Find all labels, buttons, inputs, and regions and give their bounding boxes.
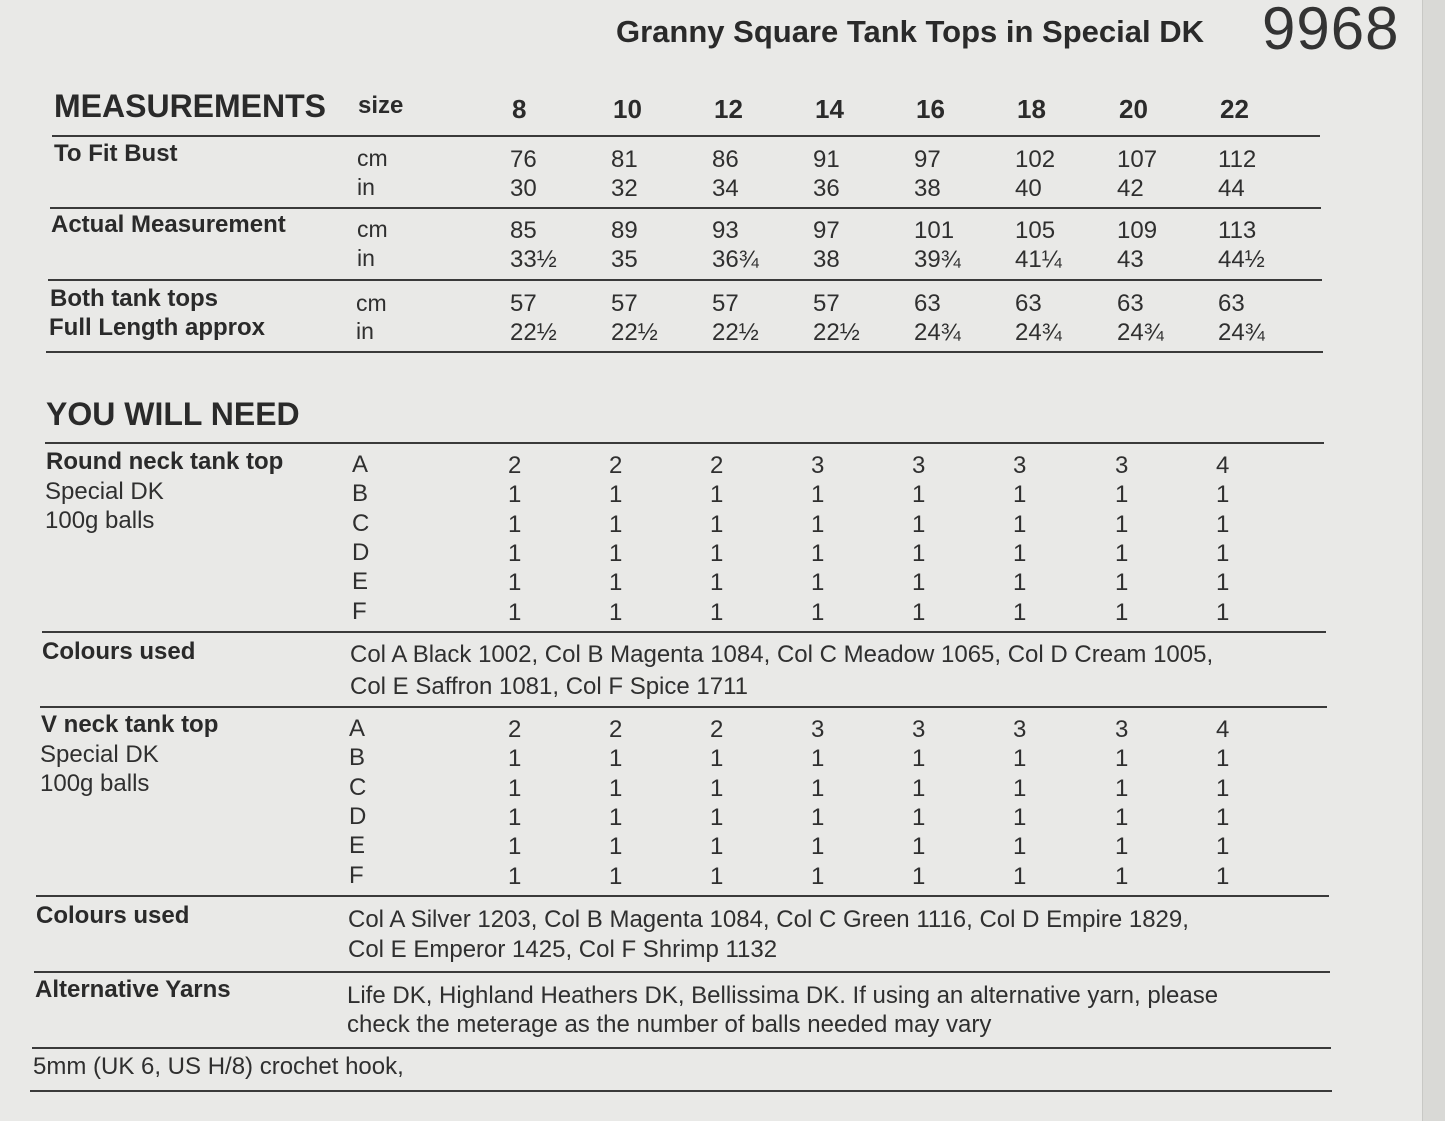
v-neck-ball-count: 1	[811, 804, 825, 831]
v-neck-ball-count: 1	[1013, 745, 1027, 772]
alternative-yarns-line1: Life DK, Highland Heathers DK, Bellissima DK. If using an alternative yarn, please	[347, 982, 1219, 1009]
round-neck-ball-count: 1	[1115, 569, 1129, 596]
round-neck-ball-count: 1	[1115, 511, 1129, 538]
divider	[46, 351, 1323, 353]
v-neck-ball-count: 1	[912, 804, 926, 831]
round-neck-ball-count: 1	[710, 481, 724, 508]
length-in-value: 22½	[712, 319, 759, 346]
v-neck-colour-letter: A	[349, 715, 366, 742]
v-neck-ball-count: 1	[1216, 745, 1230, 772]
v-neck-colour-letter: F	[349, 862, 364, 889]
length-in-value: 22½	[611, 319, 658, 346]
round-neck-ball-count: 1	[508, 511, 522, 538]
round-neck-ball-count: 1	[1013, 481, 1027, 508]
v-neck-ball-weight: 100g balls	[40, 770, 150, 797]
divider	[32, 1047, 1331, 1049]
actual-cm-value: 97	[813, 217, 840, 244]
v-neck-ball-count: 3	[1013, 716, 1027, 743]
round-neck-ball-count: 1	[609, 540, 623, 567]
round-neck-ball-count: 1	[1013, 599, 1027, 626]
round-neck-ball-count: 1	[710, 599, 724, 626]
round-neck-ball-count: 1	[508, 540, 522, 567]
size-16: 16	[916, 94, 945, 124]
v-neck-ball-count: 1	[1216, 775, 1230, 802]
v-neck-ball-count: 4	[1216, 716, 1230, 743]
bust-in-value: 40	[1015, 175, 1042, 202]
v-neck-ball-count: 1	[609, 863, 623, 890]
page-title: Granny Square Tank Tops in Special DK	[616, 14, 1204, 49]
actual-cm-value: 89	[611, 217, 638, 244]
v-neck-ball-count: 3	[1115, 716, 1129, 743]
actual-cm-value: 109	[1117, 217, 1158, 244]
divider	[34, 971, 1330, 973]
size-12: 12	[714, 94, 743, 124]
round-neck-ball-count: 1	[811, 511, 825, 538]
crochet-hook: 5mm (UK 6, US H/8) crochet hook,	[33, 1053, 404, 1080]
divider	[36, 895, 1329, 897]
round-neck-colour-letter: D	[352, 539, 370, 566]
v-neck-colours-label: Colours used	[36, 902, 190, 929]
v-neck-ball-count: 1	[1013, 775, 1027, 802]
round-neck-yarn: Special DK	[45, 478, 164, 505]
divider	[50, 207, 1321, 209]
bust-in-value: 36	[813, 175, 840, 202]
page-edge	[1422, 0, 1445, 1121]
length-cm-value: 63	[1218, 290, 1245, 317]
round-neck-ball-count: 1	[1216, 481, 1230, 508]
bust-in-value: 34	[712, 175, 739, 202]
round-neck-ball-count: 1	[1216, 540, 1230, 567]
alternative-yarns-label: Alternative Yarns	[35, 976, 231, 1003]
round-neck-ball-count: 2	[609, 452, 623, 479]
round-neck-ball-count: 1	[1115, 481, 1129, 508]
v-neck-ball-count: 1	[1115, 804, 1129, 831]
actual-cm-value: 105	[1015, 217, 1056, 244]
round-neck-ball-count: 1	[710, 540, 724, 567]
round-neck-ball-count: 3	[811, 452, 825, 479]
bust-cm-value: 102	[1015, 146, 1056, 173]
bust-in-value: 32	[611, 175, 638, 202]
unit-cm: cm	[357, 216, 388, 242]
round-neck-ball-count: 1	[1216, 599, 1230, 626]
length-in-value: 24¾	[1015, 319, 1062, 346]
divider	[30, 1090, 1332, 1092]
bust-in-value: 38	[914, 175, 941, 202]
v-neck-ball-count: 1	[1115, 833, 1129, 860]
bust-cm-value: 97	[914, 146, 941, 173]
v-neck-ball-count: 1	[1115, 745, 1129, 772]
size-20: 20	[1119, 94, 1148, 124]
round-neck-ball-count: 1	[1115, 599, 1129, 626]
v-neck-ball-count: 2	[508, 716, 522, 743]
divider	[52, 135, 1320, 137]
length-in-value: 22½	[813, 319, 860, 346]
bust-cm-value: 107	[1117, 146, 1158, 173]
v-neck-colour-letter: E	[349, 832, 366, 859]
round-neck-ball-count: 1	[710, 511, 724, 538]
v-neck-colour-letter: C	[349, 774, 367, 801]
size-14: 14	[815, 94, 844, 124]
actual-measurement-label: Actual Measurement	[51, 211, 286, 238]
v-neck-ball-count: 1	[1013, 863, 1027, 890]
round-neck-ball-count: 1	[912, 481, 926, 508]
v-neck-ball-count: 1	[508, 833, 522, 860]
round-neck-ball-count: 1	[1216, 569, 1230, 596]
actual-in-value: 38	[813, 246, 840, 273]
bust-cm-value: 91	[813, 146, 840, 173]
divider	[42, 631, 1326, 633]
v-neck-ball-count: 1	[1115, 775, 1129, 802]
round-neck-ball-count: 1	[1216, 511, 1230, 538]
v-neck-ball-count: 1	[811, 863, 825, 890]
v-neck-ball-count: 1	[811, 833, 825, 860]
actual-in-value: 35	[611, 246, 638, 273]
v-neck-ball-count: 1	[1216, 833, 1230, 860]
size-10: 10	[613, 94, 642, 124]
v-neck-colours-line2: Col E Emperor 1425, Col F Shrimp 1132	[348, 936, 778, 963]
actual-cm-value: 85	[510, 217, 537, 244]
round-neck-ball-count: 1	[1013, 540, 1027, 567]
round-neck-label: Round neck tank top	[46, 448, 284, 475]
round-neck-ball-count: 1	[811, 481, 825, 508]
round-neck-ball-count: 1	[811, 569, 825, 596]
v-neck-ball-count: 1	[710, 775, 724, 802]
round-neck-ball-count: 1	[1115, 540, 1129, 567]
bust-cm-value: 112	[1218, 146, 1257, 173]
length-in-value: 24¾	[1117, 319, 1164, 346]
actual-in-value: 43	[1117, 246, 1144, 273]
round-neck-ball-count: 1	[609, 511, 623, 538]
alternative-yarns-line2: check the meterage as the number of balls needed may vary	[347, 1011, 992, 1038]
round-neck-ball-count: 3	[912, 452, 926, 479]
size-label: size	[358, 92, 404, 119]
actual-in-value: 44½	[1218, 246, 1265, 273]
unit-cm: cm	[356, 290, 387, 316]
v-neck-colour-letter: B	[349, 744, 366, 771]
actual-cm-value: 93	[712, 217, 739, 244]
v-neck-ball-count: 1	[1013, 804, 1027, 831]
round-neck-ball-weight: 100g balls	[45, 507, 155, 534]
v-neck-ball-count: 1	[609, 804, 623, 831]
v-neck-ball-count: 1	[710, 745, 724, 772]
length-in-value: 24¾	[1218, 319, 1265, 346]
actual-in-value: 39¾	[914, 246, 961, 273]
round-neck-ball-count: 1	[508, 569, 522, 596]
round-neck-ball-count: 1	[912, 511, 926, 538]
v-neck-ball-count: 1	[609, 833, 623, 860]
you-will-need-heading: YOU WILL NEED	[46, 396, 300, 432]
round-neck-ball-count: 1	[508, 481, 522, 508]
length-cm-value: 57	[611, 290, 638, 317]
length-cm-value: 63	[1015, 290, 1042, 317]
v-neck-colours-line1: Col A Silver 1203, Col B Magenta 1084, Col C Green 1116, Col D Empire 1829,	[348, 906, 1189, 933]
unit-in: in	[357, 174, 375, 200]
unit-in: in	[356, 318, 374, 344]
v-neck-ball-count: 1	[609, 745, 623, 772]
v-neck-ball-count: 1	[508, 775, 522, 802]
divider	[40, 706, 1327, 708]
round-neck-ball-count: 1	[609, 599, 623, 626]
v-neck-ball-count: 2	[609, 716, 623, 743]
round-neck-ball-count: 1	[710, 569, 724, 596]
size-8: 8	[512, 94, 527, 124]
round-neck-ball-count: 2	[710, 452, 724, 479]
v-neck-colour-letter: D	[349, 803, 367, 830]
round-neck-ball-count: 1	[609, 481, 623, 508]
bust-in-value: 42	[1117, 175, 1144, 202]
v-neck-ball-count: 1	[1216, 804, 1230, 831]
round-neck-ball-count: 1	[508, 599, 522, 626]
round-neck-ball-count: 1	[1013, 569, 1027, 596]
v-neck-ball-count: 1	[1013, 833, 1027, 860]
v-neck-ball-count: 1	[710, 804, 724, 831]
actual-cm-value: 113	[1218, 217, 1257, 244]
v-neck-ball-count: 1	[1216, 863, 1230, 890]
round-neck-ball-count: 1	[811, 599, 825, 626]
round-neck-colours-label: Colours used	[42, 638, 196, 665]
v-neck-ball-count: 2	[710, 716, 724, 743]
length-cm-value: 63	[1117, 290, 1144, 317]
length-cm-value: 57	[712, 290, 739, 317]
to-fit-bust-label: To Fit Bust	[54, 140, 178, 167]
round-neck-ball-count: 1	[912, 599, 926, 626]
actual-in-value: 36¾	[712, 246, 759, 273]
v-neck-ball-count: 1	[811, 745, 825, 772]
length-cm-value: 57	[510, 290, 537, 317]
length-label-line2: Full Length approx	[49, 314, 265, 341]
round-neck-ball-count: 4	[1216, 452, 1230, 479]
actual-cm-value: 101	[914, 217, 955, 244]
v-neck-ball-count: 1	[912, 745, 926, 772]
bust-in-value: 30	[510, 175, 537, 202]
length-in-value: 24¾	[914, 319, 961, 346]
v-neck-ball-count: 1	[811, 775, 825, 802]
v-neck-ball-count: 1	[508, 745, 522, 772]
size-18: 18	[1017, 94, 1046, 124]
unit-in: in	[357, 245, 375, 271]
round-neck-colours-line1: Col A Black 1002, Col B Magenta 1084, Col C Meadow 1065, Col D Cream 1005,	[350, 641, 1214, 668]
length-label-line1: Both tank tops	[50, 285, 218, 312]
round-neck-ball-count: 3	[1013, 452, 1027, 479]
measurements-heading: MEASUREMENTS	[54, 88, 327, 124]
round-neck-ball-count: 3	[1115, 452, 1129, 479]
v-neck-ball-count: 1	[508, 863, 522, 890]
round-neck-ball-count: 1	[912, 569, 926, 596]
actual-in-value: 41¼	[1015, 246, 1062, 273]
size-22: 22	[1220, 94, 1249, 124]
round-neck-ball-count: 1	[912, 540, 926, 567]
round-neck-colour-letter: A	[352, 451, 369, 478]
v-neck-ball-count: 1	[912, 863, 926, 890]
length-cm-value: 57	[813, 290, 840, 317]
unit-cm: cm	[357, 145, 388, 171]
bust-cm-value: 86	[712, 146, 739, 173]
round-neck-ball-count: 1	[811, 540, 825, 567]
round-neck-colours-line2: Col E Saffron 1081, Col F Spice 1711	[350, 673, 749, 700]
v-neck-ball-count: 1	[912, 833, 926, 860]
round-neck-colour-letter: E	[352, 568, 369, 595]
v-neck-ball-count: 1	[609, 775, 623, 802]
v-neck-ball-count: 3	[811, 716, 825, 743]
divider	[48, 279, 1322, 281]
divider	[45, 442, 1324, 444]
pattern-number: 9968	[1262, 0, 1400, 62]
round-neck-colour-letter: B	[352, 480, 369, 507]
v-neck-yarn: Special DK	[40, 741, 159, 768]
v-neck-ball-count: 1	[508, 804, 522, 831]
v-neck-label: V neck tank top	[41, 711, 219, 738]
v-neck-ball-count: 3	[912, 716, 926, 743]
v-neck-ball-count: 1	[710, 833, 724, 860]
length-in-value: 22½	[510, 319, 557, 346]
round-neck-ball-count: 1	[1013, 511, 1027, 538]
v-neck-ball-count: 1	[912, 775, 926, 802]
actual-in-value: 33½	[510, 246, 557, 273]
bust-in-value: 44	[1218, 175, 1245, 202]
v-neck-ball-count: 1	[1115, 863, 1129, 890]
length-cm-value: 63	[914, 290, 941, 317]
bust-cm-value: 76	[510, 146, 537, 173]
v-neck-ball-count: 1	[710, 863, 724, 890]
round-neck-ball-count: 2	[508, 452, 522, 479]
round-neck-ball-count: 1	[609, 569, 623, 596]
bust-cm-value: 81	[611, 146, 638, 173]
round-neck-colour-letter: C	[352, 510, 370, 537]
round-neck-colour-letter: F	[352, 598, 367, 625]
